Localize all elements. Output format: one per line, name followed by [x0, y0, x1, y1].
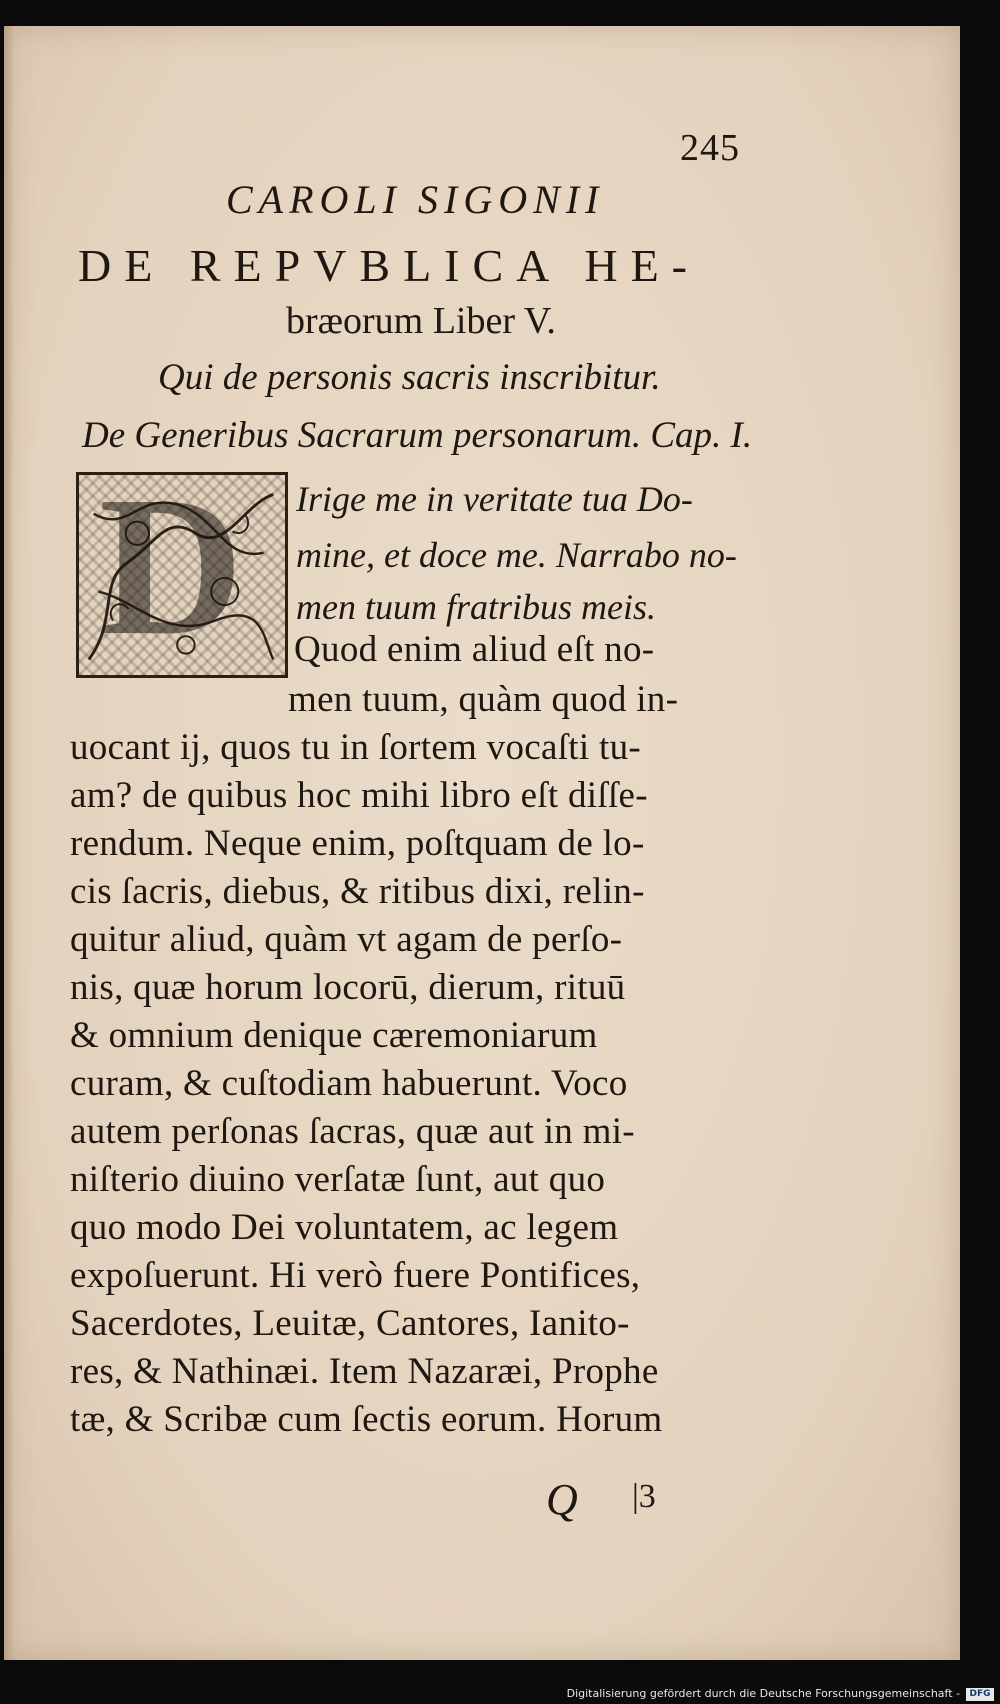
page-number: 245 [680, 127, 740, 169]
text-line: autem perſonas ſacras, quæ aut in mi- [70, 1111, 635, 1152]
book-subtitle: Qui de personis sacris inscribitur. [158, 357, 661, 398]
digitization-credit: Digitalisierung gefördert durch die Deutsche Forschungsgemeinschaft - [566, 1687, 960, 1700]
book-title-line-1: DE REPVBLICA HE- [78, 240, 700, 291]
text-line: rendum. Neque enim, poſtquam de lo- [70, 823, 645, 864]
text-line: curam, & cuſtodiam habuerunt. Voco [70, 1063, 628, 1104]
dfg-logo: DFG [966, 1688, 994, 1701]
text-line: Sacerdotes, Leuitæ, Cantores, Ianito- [70, 1303, 630, 1344]
signature-mark: |3 [632, 1478, 656, 1515]
page-gutter-shadow [4, 26, 14, 1660]
text-line: quitur aliud, quàm vt agam de perſo- [70, 919, 623, 960]
text-line: tæ, & Scribæ cum ſectis eorum. Horum [70, 1399, 663, 1440]
decorated-initial [76, 456, 288, 678]
chapter-heading: De Generibus Sacrarum personarum. Cap. I. [82, 415, 753, 456]
text-line: niſterio diuino verſatæ ſunt, aut quo [70, 1159, 606, 1200]
text-line: quo modo Dei voluntatem, ac legem [70, 1207, 619, 1248]
text-line: expoſuerunt. Hi verò fuere Pontifices, [70, 1255, 641, 1296]
text-line: am? de quibus hoc mihi libro eſt diſſe- [70, 775, 648, 816]
book-page [4, 26, 960, 1660]
intro-line: mine, et doce me. Narrabo no- [296, 535, 737, 575]
text-line: men tuum, quàm quod in- [288, 679, 679, 720]
text-line: cis ſacris, diebus, & ritibus dixi, relin- [70, 871, 645, 912]
intro-line: Irige me in veritate tua Do- [296, 479, 693, 519]
catchword: Q [546, 1475, 578, 1524]
text-line: res, & Nathinæi. Item Nazaræi, Prophe [70, 1351, 659, 1392]
text-line: & omnium denique cæremoniarum [70, 1015, 598, 1056]
text-line: nis, quæ horum locorū, dierum, rituū [70, 967, 626, 1008]
book-title-line-2: bræorum Liber V. [286, 300, 556, 342]
initial-letter: D [99, 456, 244, 677]
text-line: uocant ij, quos tu in ſortem vocaſti tu- [70, 727, 642, 768]
text-line: Quod enim aliud eſt no- [294, 629, 655, 670]
intro-line: men tuum fratribus meis. [296, 587, 656, 627]
author-heading: CAROLI SIGONII [226, 177, 605, 222]
